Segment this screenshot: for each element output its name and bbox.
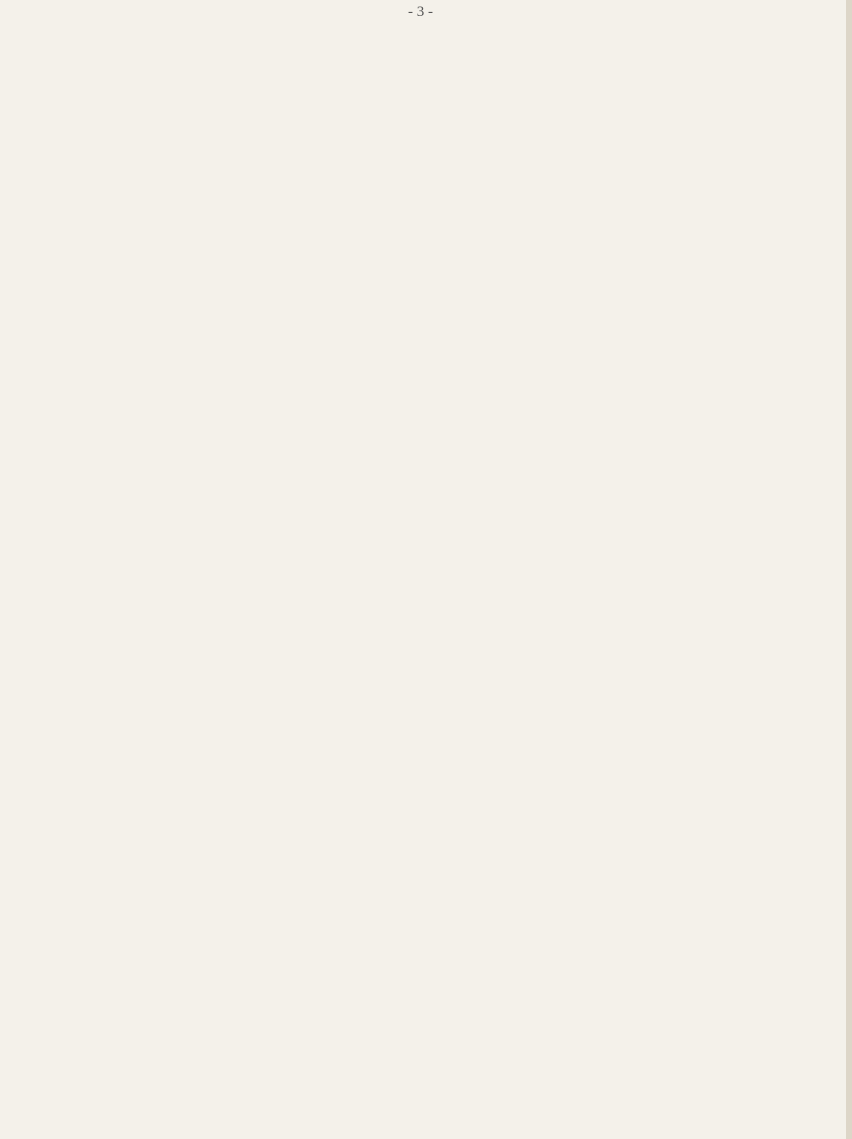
page-edge-shadow [846, 0, 852, 1139]
page-number: - 3 - [408, 4, 433, 20]
